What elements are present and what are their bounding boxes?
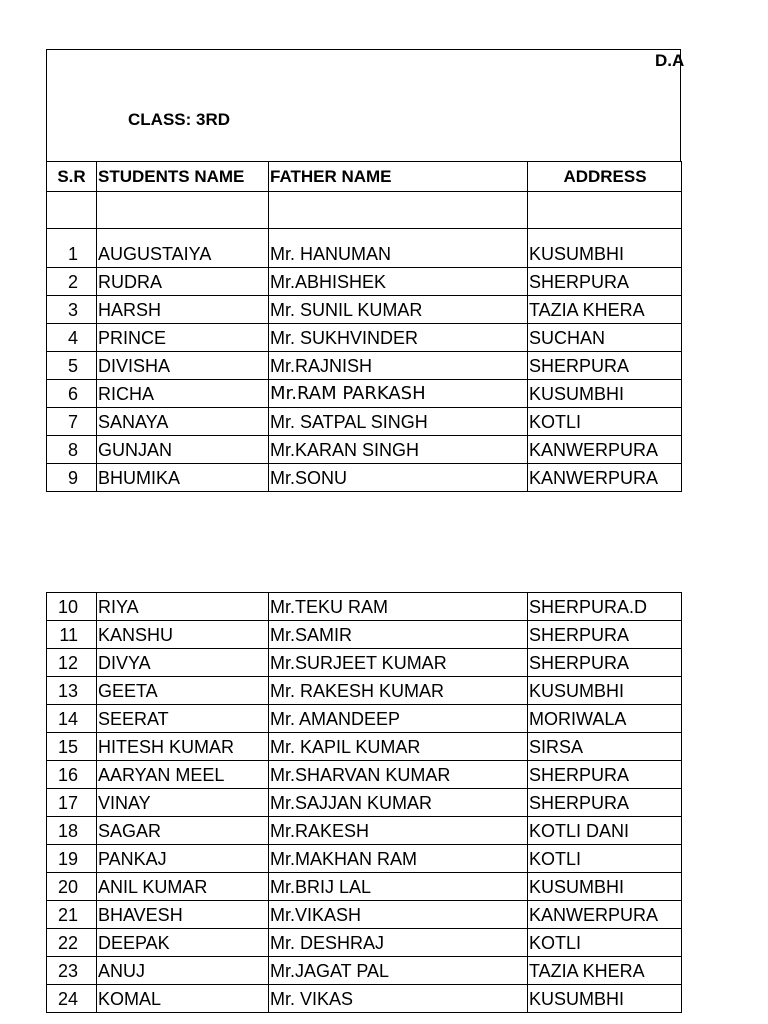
student-name-cell: GUNJAN	[97, 436, 269, 464]
address-cell: SHERPURA	[528, 649, 682, 677]
column-header-father-name: FATHER NAME	[269, 162, 528, 192]
sr-cell: 11	[47, 621, 97, 649]
sr-cell: 3	[47, 296, 97, 324]
student-name-cell: VINAY	[97, 789, 269, 817]
sr-cell: 6	[47, 380, 97, 408]
father-name-cell: Mr. AMANDEEP	[269, 705, 528, 733]
table-row	[47, 324, 682, 352]
father-name-cell: Mr.SAMIR	[269, 621, 528, 649]
father-name-cell: Mr.VIKASH	[269, 901, 528, 929]
sr-cell: 21	[47, 901, 97, 929]
class-label: CLASS: 3RD	[128, 110, 231, 129]
address-cell: SHERPURA.D	[528, 593, 682, 621]
student-name-cell: RIYA	[97, 593, 269, 621]
student-name-cell: SANAYA	[97, 408, 269, 436]
sr-cell: 17	[47, 789, 97, 817]
table-row	[47, 352, 682, 380]
table-row	[47, 380, 682, 408]
table-row	[47, 296, 682, 324]
father-name-cell: Mr.SAJJAN KUMAR	[269, 789, 528, 817]
father-name-cell: Mr. DESHRAJ	[269, 929, 528, 957]
table-row	[47, 985, 682, 1013]
sr-cell: 4	[47, 324, 97, 352]
sr-cell: 15	[47, 733, 97, 761]
address-cell: SHERPURA	[528, 268, 682, 296]
address-cell: KUSUMBHI	[528, 873, 682, 901]
table-row	[47, 408, 682, 436]
student-name-cell: SAGAR	[97, 817, 269, 845]
father-name-cell: Mr.RAKESH	[269, 817, 528, 845]
column-header-address: ADDRESS	[528, 162, 682, 192]
father-name-cell: Mr. SATPAL SINGH	[269, 408, 528, 436]
sr-cell: 22	[47, 929, 97, 957]
address-cell: KOTLI DANI	[528, 817, 682, 845]
student-name-cell: AUGUSTAIYA	[97, 229, 269, 268]
table-row	[47, 733, 682, 761]
student-name-cell: DEEPAK	[97, 929, 269, 957]
student-name-cell: AARYAN MEEL	[97, 761, 269, 789]
table-row	[47, 901, 682, 929]
address-cell: TAZIA KHERA	[528, 957, 682, 985]
student-name-cell: KOMAL	[97, 985, 269, 1013]
student-name-cell: RICHA	[97, 380, 269, 408]
sr-cell: 9	[47, 464, 97, 492]
table-row	[47, 436, 682, 464]
sr-cell: 8	[47, 436, 97, 464]
student-name-cell: RUDRA	[97, 268, 269, 296]
father-name-cell: Mr.SONU	[269, 464, 528, 492]
address-cell: SHERPURA	[528, 789, 682, 817]
father-name-cell: Mr.SURJEET KUMAR	[269, 649, 528, 677]
table-row	[47, 705, 682, 733]
sr-cell: 12	[47, 649, 97, 677]
school-code: D.A	[655, 51, 685, 70]
sr-cell: 2	[47, 268, 97, 296]
sr-cell: 20	[47, 873, 97, 901]
sr-cell: 19	[47, 845, 97, 873]
sr-cell: 7	[47, 408, 97, 436]
father-name-cell: Mr.BRIJ LAL	[269, 873, 528, 901]
student-name-cell: PRINCE	[97, 324, 269, 352]
address-cell: KANWERPURA	[528, 901, 682, 929]
father-name-cell: Mr.ABHISHEK	[269, 268, 528, 296]
column-header-sr: S.R	[47, 162, 97, 192]
student-name-cell: HITESH KUMAR	[97, 733, 269, 761]
table-row	[47, 817, 682, 845]
table-row	[47, 789, 682, 817]
student-name-cell: ANIL KUMAR	[97, 873, 269, 901]
table-row	[47, 229, 682, 268]
sr-cell: 5	[47, 352, 97, 380]
student-name-cell: BHAVESH	[97, 901, 269, 929]
sr-cell: 23	[47, 957, 97, 985]
table-row	[47, 649, 682, 677]
student-name-cell: DIVYA	[97, 649, 269, 677]
table-row	[47, 268, 682, 296]
table-row	[47, 621, 682, 649]
father-name-cell: Mr. VIKAS	[269, 985, 528, 1013]
address-cell: KUSUMBHI	[528, 985, 682, 1013]
student-name-cell: ANUJ	[97, 957, 269, 985]
sr-cell: 16	[47, 761, 97, 789]
address-cell: KOTLI	[528, 845, 682, 873]
table-row	[47, 464, 682, 492]
father-name-cell: Mr. SUNIL KUMAR	[269, 296, 528, 324]
address-cell: SHERPURA	[528, 352, 682, 380]
address-cell: KUSUMBHI	[528, 380, 682, 408]
father-name-cell: Mr. SUKHVINDER	[269, 324, 528, 352]
blank-cell	[528, 192, 682, 229]
sr-cell: 1	[47, 229, 97, 268]
father-name-cell: Mr.KARAN SINGH	[269, 436, 528, 464]
address-cell: KANWERPURA	[528, 436, 682, 464]
student-table-part-1	[46, 161, 682, 492]
table-header-row	[47, 162, 682, 192]
header-block	[46, 49, 685, 161]
address-cell: SHERPURA	[528, 761, 682, 789]
student-name-cell: BHUMIKA	[97, 464, 269, 492]
address-cell: KOTLI	[528, 408, 682, 436]
address-cell: SHERPURA	[528, 621, 682, 649]
sr-cell: 14	[47, 705, 97, 733]
address-cell: KUSUMBHI	[528, 229, 682, 268]
address-cell: TAZIA KHERA	[528, 296, 682, 324]
student-name-cell: SEERAT	[97, 705, 269, 733]
address-cell: KANWERPURA	[528, 464, 682, 492]
table-row	[47, 873, 682, 901]
address-cell: MORIWALA	[528, 705, 682, 733]
table-row	[47, 761, 682, 789]
column-header-student-name: STUDENTS NAME	[97, 162, 269, 192]
table-row	[47, 957, 682, 985]
student-name-cell: PANKAJ	[97, 845, 269, 873]
blank-row	[47, 192, 682, 229]
student-name-cell: HARSH	[97, 296, 269, 324]
student-name-cell: KANSHU	[97, 621, 269, 649]
address-cell: SIRSA	[528, 733, 682, 761]
table-row	[47, 677, 682, 705]
student-name-cell: DIVISHA	[97, 352, 269, 380]
father-name-cell: Mr.SHARVAN KUMAR	[269, 761, 528, 789]
student-name-cell: GEETA	[97, 677, 269, 705]
blank-cell	[269, 192, 528, 229]
student-table-part-2	[46, 592, 682, 1013]
father-name-cell: Mr.TEKU RAM	[269, 593, 528, 621]
table-row	[47, 929, 682, 957]
sr-cell: 10	[47, 593, 97, 621]
table-row	[47, 845, 682, 873]
blank-cell	[47, 192, 97, 229]
father-name-cell: Mr.RAM PARKASH	[269, 380, 528, 408]
father-name-cell: Mr. HANUMAN	[269, 229, 528, 268]
father-name-cell: Mr. KAPIL KUMAR	[269, 733, 528, 761]
address-cell: KOTLI	[528, 929, 682, 957]
sr-cell: 24	[47, 985, 97, 1013]
table-row	[47, 593, 682, 621]
address-cell: SUCHAN	[528, 324, 682, 352]
father-name-cell: Mr. RAKESH KUMAR	[269, 677, 528, 705]
sr-cell: 13	[47, 677, 97, 705]
father-name-cell: Mr.RAJNISH	[269, 352, 528, 380]
blank-cell	[97, 192, 269, 229]
father-name-cell: Mr.MAKHAN RAM	[269, 845, 528, 873]
sr-cell: 18	[47, 817, 97, 845]
address-cell: KUSUMBHI	[528, 677, 682, 705]
father-name-cell: Mr.JAGAT PAL	[269, 957, 528, 985]
